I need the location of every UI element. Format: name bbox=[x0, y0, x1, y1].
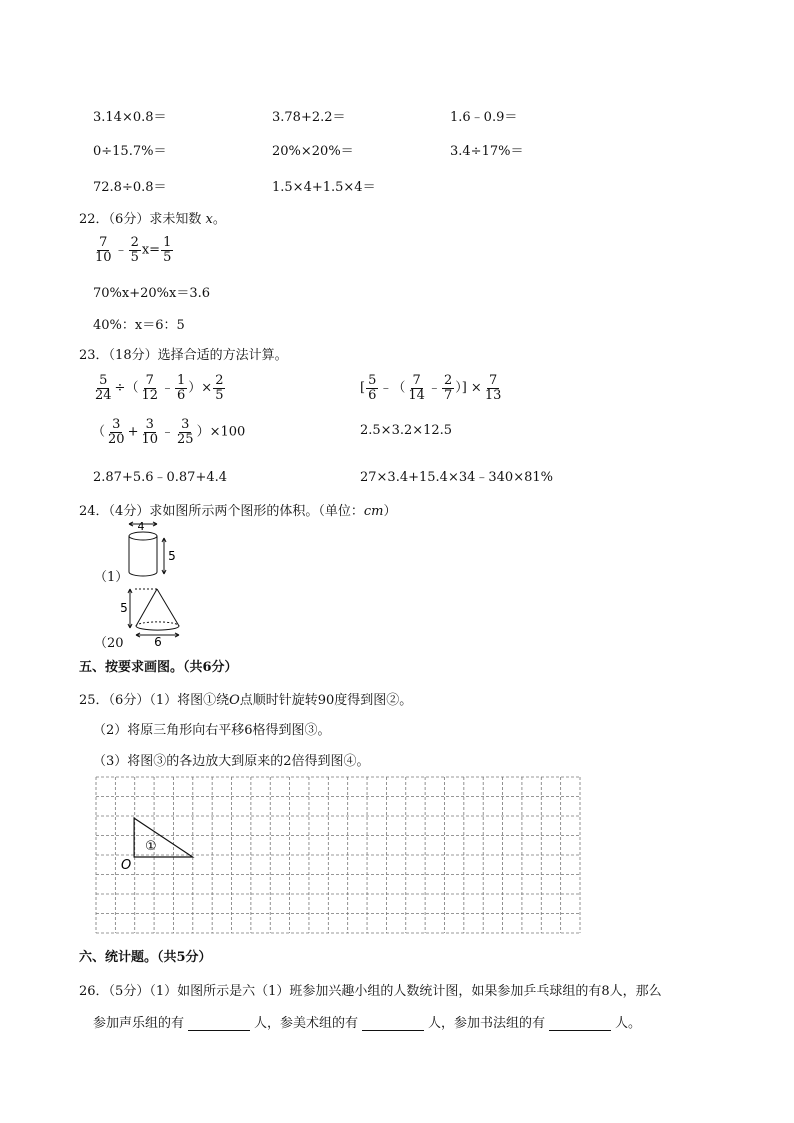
triangle-label: ① bbox=[145, 839, 157, 854]
fig1-top-label: 4 bbox=[137, 520, 145, 533]
q21-item: 20%×20%＝ bbox=[272, 144, 354, 159]
q22-period: 。 bbox=[212, 212, 226, 227]
q26-text: 参加声乐组的有 bbox=[93, 1016, 185, 1031]
fraction: $\frac{1}{6}$ bbox=[177, 373, 186, 403]
fraction: $\frac{3}{25}$ bbox=[177, 417, 194, 447]
fraction: $\frac{1}{5}$ bbox=[163, 235, 172, 265]
q24-close: ） bbox=[383, 504, 397, 519]
fraction: $\frac{2}{5}$ bbox=[215, 373, 224, 403]
q23-title: 23．（18分）选择合适的方法计算。 bbox=[79, 348, 288, 363]
q26-text: 人。 bbox=[615, 1016, 642, 1031]
q25-line-1 bbox=[79, 689, 412, 708]
q22-equation-1: $\frac{7}{10}$ ﹣ $\frac{2}{5}$ x= $\frac{1}{5}$ bbox=[95, 235, 172, 265]
q26-text: 人，参加书法组的有 bbox=[428, 1016, 546, 1031]
drawing-grid bbox=[95, 776, 581, 936]
q22-title bbox=[79, 208, 226, 227]
fraction: $\frac{2}{5}$ bbox=[130, 235, 139, 265]
q23-expression-6: 27×3.4+15.4×34﹣340×81% bbox=[360, 470, 553, 485]
answer-blank[interactable] bbox=[549, 1016, 611, 1031]
section-5-heading: 五、按要求画图。（共6分） bbox=[79, 660, 238, 675]
q23-expression-5: 2.87+5.6﹣0.87+4.4 bbox=[93, 470, 228, 485]
q22-title-text: 22．（6分）求未知数 bbox=[79, 212, 202, 227]
cone-figure bbox=[118, 584, 190, 648]
q26-line-1: 26．（5分）（1）如图所示是六（1）班参加兴趣小组的人数统计图，如果参加乒乓球组的有8人，那么 bbox=[79, 984, 662, 999]
fraction: $\frac{7}{12}$ bbox=[141, 373, 158, 403]
q21-item: 1.6﹣0.9＝ bbox=[450, 110, 518, 125]
answer-blank[interactable] bbox=[188, 1016, 250, 1031]
q26-text: 人，参美术组的有 bbox=[254, 1016, 359, 1031]
grid-origin-label: O bbox=[121, 858, 132, 873]
q21-item: 72.8÷0.8＝ bbox=[93, 180, 167, 195]
q22-var: x bbox=[205, 212, 213, 227]
fig1-side-label: 5 bbox=[168, 549, 176, 563]
fraction: $\frac{5}{6}$ bbox=[368, 373, 377, 403]
q21-item: 1.5×4+1.5×4＝ bbox=[272, 180, 376, 195]
q24-title-text: 24．（4分）求如图所示两个图形的体积。（单位： bbox=[79, 504, 364, 519]
q23-expression-1: $\frac{5}{24}$ ÷（ $\frac{7}{12}$ ﹣ $\frac{1}{6}$ ）× $\frac{2}{5}$ bbox=[95, 373, 224, 403]
q21-item: 3.14×0.8＝ bbox=[93, 110, 167, 125]
fraction: $\frac{7}{14}$ bbox=[408, 373, 425, 403]
fig2-bottom-label: 6 bbox=[154, 635, 162, 648]
q22-equation-3: 40%：x＝6：5 bbox=[93, 318, 185, 333]
q21-item: 0÷15.7%＝ bbox=[93, 144, 167, 159]
triangle-shape bbox=[134, 818, 193, 857]
q25-line-1-b: 点顺时针旋转90度得到图②。 bbox=[239, 693, 413, 708]
q23-expression-3: （ $\frac{3}{20}$ + $\frac{3}{10}$ ﹣ $\frac{3}{25}$ ）×100 bbox=[92, 417, 246, 447]
q22-equation-2: 70%x+20%x＝3.6 bbox=[93, 286, 211, 301]
q25-point-o: O bbox=[229, 693, 240, 708]
q24-unit: cm bbox=[363, 504, 384, 519]
fig2-label: （20 bbox=[94, 636, 124, 651]
q21-item: 3.4÷17%＝ bbox=[450, 144, 524, 159]
q25-line-2: （2）将原三角形向右平移6格得到图③。 bbox=[93, 723, 331, 738]
fig2-side-label: 5 bbox=[120, 601, 128, 615]
q25-line-1-a: 25．（6分）（1）将图①绕 bbox=[79, 693, 230, 708]
section-6-heading: 六、统计题。（共5分） bbox=[79, 950, 212, 965]
q23-expression-2: [ $\frac{5}{6}$ ﹣（ $\frac{7}{14}$ ﹣ $\frac{2}{7}$ ）] × $\frac{7}{13}$ bbox=[360, 373, 502, 403]
fraction: $\frac{7}{10}$ bbox=[95, 235, 112, 265]
q23-expression-4: 2.5×3.2×12.5 bbox=[360, 423, 453, 438]
q26-line-2 bbox=[93, 1012, 641, 1031]
q25-line-3: （3）将图③的各边放大到原来的2倍得到图④。 bbox=[93, 754, 370, 769]
cylinder-figure bbox=[118, 520, 188, 584]
fraction: $\frac{3}{10}$ bbox=[141, 417, 159, 447]
fraction: $\frac{3}{20}$ bbox=[108, 417, 125, 447]
q24-title bbox=[79, 500, 396, 519]
fig1-label: （1） bbox=[94, 570, 129, 585]
q21-item: 3.78+2.2＝ bbox=[272, 110, 346, 125]
fraction: $\frac{7}{13}$ bbox=[484, 373, 502, 403]
fraction: $\frac{5}{24}$ bbox=[95, 373, 112, 403]
answer-blank[interactable] bbox=[362, 1016, 424, 1031]
fraction: $\frac{2}{7}$ bbox=[443, 373, 453, 403]
